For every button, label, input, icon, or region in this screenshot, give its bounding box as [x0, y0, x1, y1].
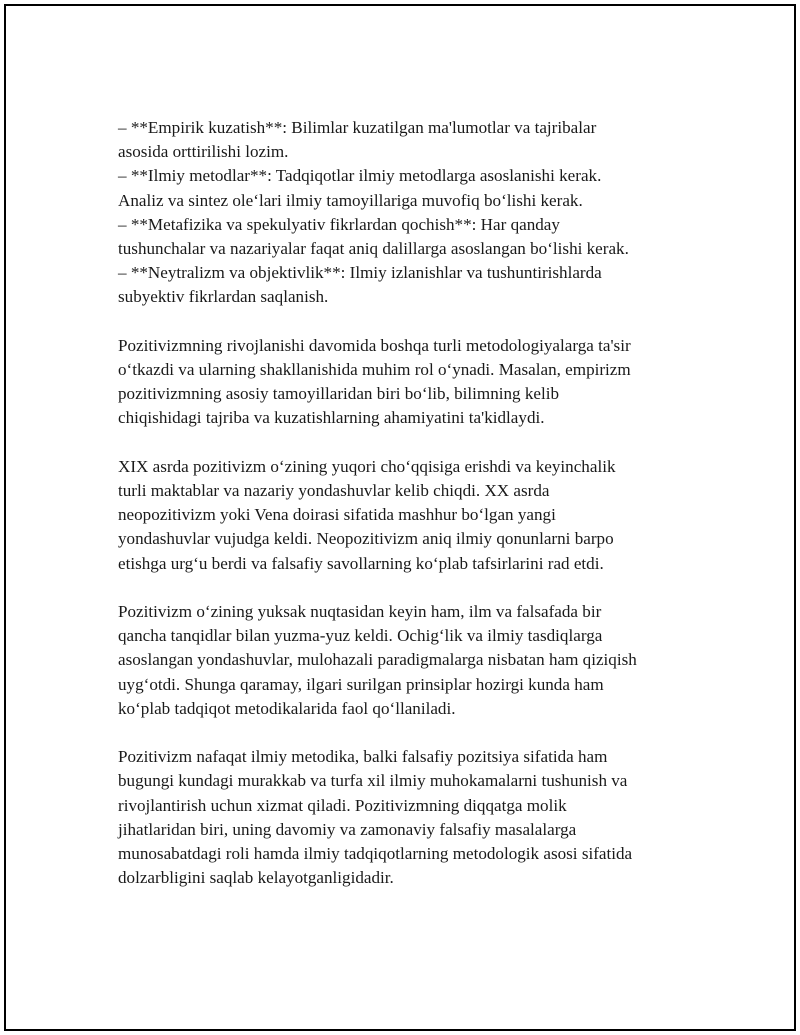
text-line: Pozitivizm o‘zining yuksak nuqtasidan keyin ham, ilm va falsafada bir: [118, 602, 602, 622]
paragraph: [118, 600, 688, 721]
text-line: ko‘plab tadqiqot metodikalarida faol qo‘llaniladi.: [118, 698, 456, 718]
paragraph: [118, 334, 688, 431]
text-line: o‘tkazdi va ularning shakllanishida muhim rol o‘ynadi. Masalan, empirizm: [118, 360, 631, 380]
text-line: uyg‘otdi. Shunga qaramay, ilgari surilgan prinsiplar hozirgi kunda ham: [118, 674, 604, 694]
text-line: bugungi kundagi murakkab va turfa xil ilmiy muhokamalarni tushunish va: [118, 771, 628, 791]
text-line: Pozitivizmning rivojlanishi davomida boshqa turli metodologiyalarga ta'sir: [118, 335, 631, 355]
list-item: [118, 213, 688, 261]
text-line: Pozitivizm nafaqat ilmiy metodika, balki falsafiy pozitsiya sifatida ham: [118, 747, 608, 767]
text-line: etishga urg‘u berdi va falsafiy savollarning ko‘plab tafsirlarini rad etdi.: [118, 553, 604, 573]
text-line: qancha tanqidlar bilan yuzma-yuz keldi. Ochig‘lik va ilmiy tasdiqlarga: [118, 626, 603, 646]
text-line: dolzarbligini saqlab kelayotganligidadir.: [118, 868, 394, 888]
text-line: turli maktablar va nazariy yondashuvlar kelib chiqdi. XX asrda: [118, 481, 550, 501]
list-item: [118, 164, 688, 212]
text-line: asoslangan yondashuvlar, mulohazali paradigmalarga nisbatan ham qiziqish: [118, 650, 637, 670]
text-line: XIX asrda pozitivizm o‘zining yuqori cho‘qqisiga erishdi va keyinchalik: [118, 456, 616, 476]
text-line: rivojlantirish uchun xizmat qiladi. Pozitivizmning diqqatga molik: [118, 795, 567, 815]
text-line: chiqishidagi tajriba va kuzatishlarning ahamiyatini ta'kidlaydi.: [118, 408, 545, 428]
paragraph: [118, 455, 688, 576]
list-item: [118, 116, 688, 164]
text-line: – **Empirik kuzatish**: Bilimlar kuzatilgan ma'lumotlar va tajribalar: [118, 118, 597, 137]
text-line: subyektiv fikrlardan saqlanish.: [118, 287, 329, 307]
text-line: yondashuvlar vujudga keldi. Neopozitivizm aniq ilmiy qonunlarni barpo: [118, 529, 614, 549]
text-line: neopozitivizm yoki Vena doirasi sifatida mashhur bo‘lgan yangi: [118, 505, 556, 525]
document-body: [118, 116, 688, 915]
bullet-list: [118, 116, 688, 310]
text-line: – **Metafizika va spekulyativ fikrlardan qochish**: Har qanday: [118, 214, 560, 234]
text-line: munosabatdagi roli hamda ilmiy tadqiqotlarning metodologik asosi sifatida: [118, 844, 633, 864]
text-line: Analiz va sintez ole‘lari ilmiy tamoyillariga muvofiq bo‘lishi kerak.: [118, 190, 583, 210]
list-item: [118, 261, 688, 309]
text-line: jihatlaridan biri, uning davomiy va zamonaviy falsafiy masalalarga: [118, 819, 577, 839]
paragraph: [118, 745, 688, 890]
text-line: pozitivizmning asosiy tamoyillaridan biri bo‘lib, bilimning kelib: [118, 384, 560, 404]
text-line: tushunchalar va nazariyalar faqat aniq dalillarga asoslangan bo‘lishi kerak.: [118, 239, 629, 259]
text-line: asosida orttirilishi lozim.: [118, 142, 289, 162]
text-line: – **Ilmiy metodlar**: Tadqiqotlar ilmiy metodlarga asoslanishi kerak.: [118, 166, 602, 186]
text-line: – **Neytralizm va objektivlik**: Ilmiy izlanishlar va tushuntirishlarda: [118, 263, 602, 283]
